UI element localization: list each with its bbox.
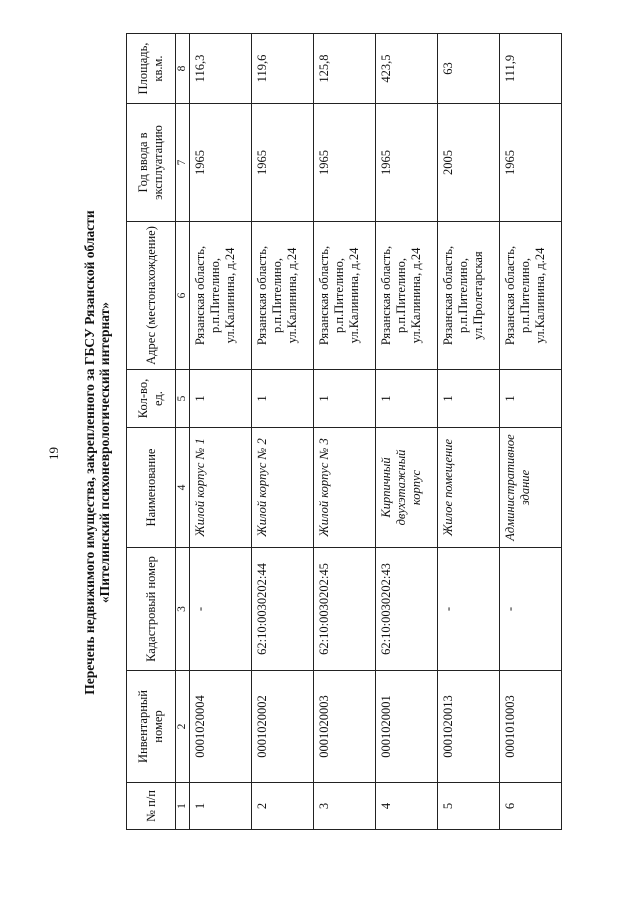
column-number: 8 <box>176 34 190 104</box>
address-cell: Рязанская область, р.п.Пителино, ул.Пролетарская <box>438 222 500 370</box>
table-row <box>376 34 438 830</box>
quantity-cell: 1 <box>376 370 438 428</box>
column-number: 3 <box>176 548 190 671</box>
header-cell: Наименование <box>127 428 176 548</box>
header-cell: № п/п <box>127 783 176 830</box>
column-number: 5 <box>176 370 190 428</box>
header-row <box>127 34 176 830</box>
table-row <box>314 34 376 830</box>
table-row <box>190 34 252 830</box>
area-cell: 423,5 <box>376 34 438 104</box>
year-cell: 2005 <box>438 104 500 222</box>
inventory-number-cell: 0001020004 <box>190 671 252 783</box>
name-cell: Жилое помещение <box>438 428 500 548</box>
cadastral-number-cell: 62:10:0030202:45 <box>314 548 376 671</box>
area-cell: 63 <box>438 34 500 104</box>
cadastral-number-cell: 62:10:0030202:43 <box>376 548 438 671</box>
year-cell: 1965 <box>500 104 562 222</box>
address-cell: Рязанская область, р.п.Пителино, ул.Калинина, д.24 <box>314 222 376 370</box>
name-cell: Жилой корпус № 3 <box>314 428 376 548</box>
row-number-cell: 4 <box>376 783 438 830</box>
address-cell: Рязанская область, р.п.Пителино, ул.Калинина, д.24 <box>376 222 438 370</box>
column-number: 2 <box>176 671 190 783</box>
area-cell: 116,3 <box>190 34 252 104</box>
header-cell: Адрес (местонахождение) <box>127 222 176 370</box>
title-line-2: «Пителинский психоневрологический интернат» <box>97 301 112 604</box>
inventory-number-cell: 0001020001 <box>376 671 438 783</box>
year-cell: 1965 <box>314 104 376 222</box>
table-row <box>252 34 314 830</box>
quantity-cell: 1 <box>438 370 500 428</box>
cadastral-number-cell: - <box>190 548 252 671</box>
year-cell: 1965 <box>252 104 314 222</box>
cadastral-number-cell: - <box>438 548 500 671</box>
column-number: 6 <box>176 222 190 370</box>
quantity-cell: 1 <box>314 370 376 428</box>
inventory-number-cell: 0001020013 <box>438 671 500 783</box>
header-cell: Год ввода в эксплуатацию <box>127 104 176 222</box>
inventory-number-cell: 0001020002 <box>252 671 314 783</box>
year-cell: 1965 <box>190 104 252 222</box>
header-cell: Инвентарный номер <box>127 671 176 783</box>
document-title <box>82 0 112 905</box>
row-number-cell: 5 <box>438 783 500 830</box>
name-cell: Жилой корпус № 1 <box>190 428 252 548</box>
area-cell: 125,8 <box>314 34 376 104</box>
quantity-cell: 1 <box>500 370 562 428</box>
name-cell: Жилой корпус № 2 <box>252 428 314 548</box>
year-cell: 1965 <box>376 104 438 222</box>
row-number-cell: 6 <box>500 783 562 830</box>
cadastral-number-cell: - <box>500 548 562 671</box>
quantity-cell: 1 <box>252 370 314 428</box>
cadastral-number-cell: 62:10:0030202:44 <box>252 548 314 671</box>
quantity-cell: 1 <box>190 370 252 428</box>
row-number-cell: 1 <box>190 783 252 830</box>
table-row <box>438 34 500 830</box>
header-cell: Площадь, кв.м. <box>127 34 176 104</box>
inventory-number-cell: 0001020003 <box>314 671 376 783</box>
area-cell: 111,9 <box>500 34 562 104</box>
column-number: 7 <box>176 104 190 222</box>
column-number-row <box>176 34 190 830</box>
title-line-1: Перечень недвижимого имущества, закрепленного за ГБСУ Рязанской области <box>82 210 97 695</box>
table-row <box>500 34 562 830</box>
address-cell: Рязанская область, р.п.Пителино, ул.Калинина, д.24 <box>252 222 314 370</box>
name-cell: Кирпичный двухэтажный корпус <box>376 428 438 548</box>
row-number-cell: 2 <box>252 783 314 830</box>
property-table <box>126 33 562 830</box>
column-number: 4 <box>176 428 190 548</box>
address-cell: Рязанская область, р.п.Пителино, ул.Калинина, д.24 <box>190 222 252 370</box>
header-cell: Кол-во, ед. <box>127 370 176 428</box>
inventory-number-cell: 0001010003 <box>500 671 562 783</box>
page-number: 19 <box>46 447 61 460</box>
name-cell: Административное здание <box>500 428 562 548</box>
header-cell: Кадастровый номер <box>127 548 176 671</box>
row-number-cell: 3 <box>314 783 376 830</box>
area-cell: 119,6 <box>252 34 314 104</box>
address-cell: Рязанская область, р.п.Пителино, ул.Калинина, д.24 <box>500 222 562 370</box>
column-number: 1 <box>176 783 190 830</box>
